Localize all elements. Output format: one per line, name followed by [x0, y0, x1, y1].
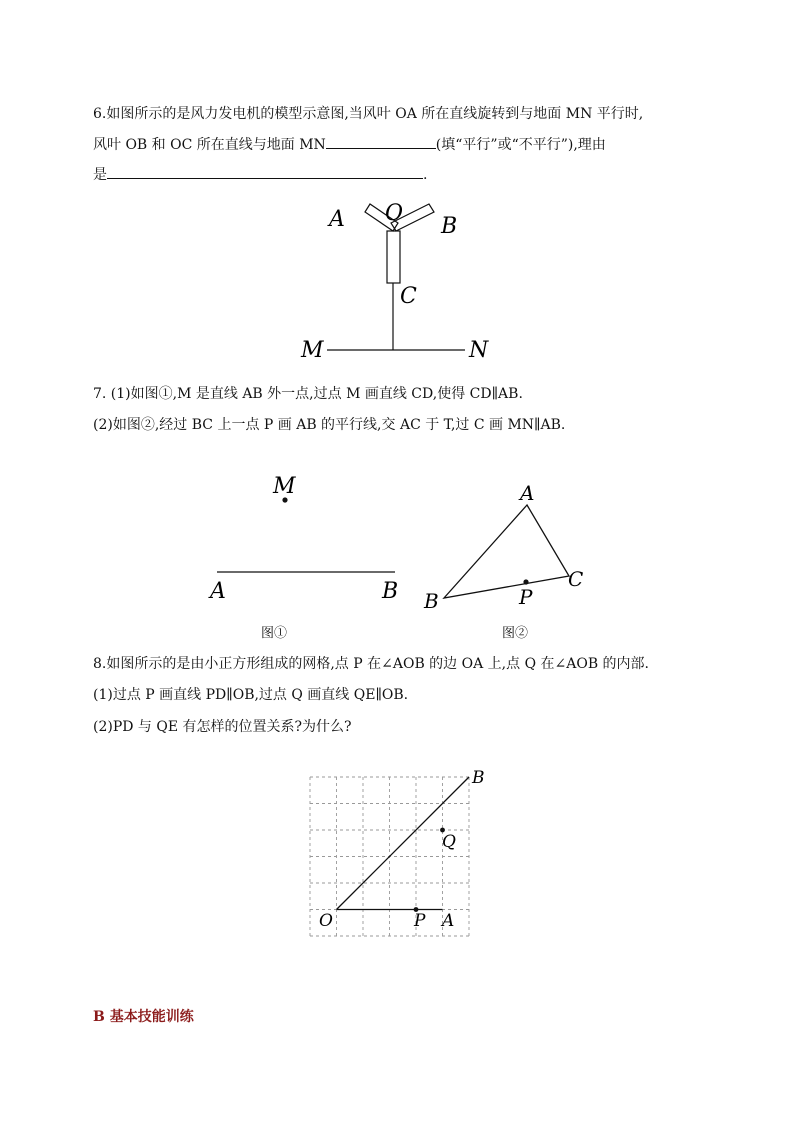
q6-answer-blank-2[interactable] [107, 164, 423, 179]
section-title: B 基本技能训练 [93, 1009, 194, 1025]
q8-line-1: 8.如图所示的是由小正方形组成的网格,点 P 在∠AOB 的边 OA 上,点 Q 在∠AOB 的内部. [93, 656, 650, 672]
grid-label-q: Q [442, 832, 456, 852]
fig1-label-m: M [273, 474, 296, 499]
figure-2-triangle [418, 478, 598, 618]
q6-line-2 [93, 134, 606, 154]
q6-line-3 [93, 164, 427, 184]
label-n: N [469, 338, 489, 363]
q6-line-2-text-before: 风叶 OB 和 OC 所在直线与地面 MN [93, 137, 326, 153]
grid-label-o: O [319, 911, 333, 931]
q8-line-3: (2)PD 与 QE 有怎样的位置关系?为什么? [93, 719, 352, 735]
wind-turbine-figure [295, 193, 505, 368]
q6-answer-blank-1[interactable] [326, 134, 436, 149]
fig1-label-b: B [382, 579, 399, 604]
q6-line-1: 6.如图所示的是风力发电机的模型示意图,当风叶 OA 所在直线旋转到与地面 MN 平行时, [93, 106, 644, 122]
caption-figure-2: 图② [502, 626, 529, 641]
q6-line-2-text-after: (填“平行”或“不平行”),理由 [435, 137, 606, 153]
fig2-label-p: P [519, 585, 533, 609]
figure-1 [200, 470, 410, 610]
q6-line-3-text-after: . [423, 167, 428, 183]
label-b: B [441, 214, 458, 239]
q7-line-2: (2)如图②,经过 BC 上一点 P 画 AB 的平行线,交 AC 于 T,过 C 画 MN∥AB. [93, 417, 566, 433]
grid-label-b: B [472, 768, 485, 788]
fig1-label-a: A [210, 579, 226, 604]
fig2-label-a: A [520, 481, 535, 505]
label-m: M [301, 338, 324, 363]
triangle-abc [444, 505, 569, 598]
grid-label-a: A [442, 911, 455, 931]
label-o: O [385, 201, 404, 226]
grid-figure [300, 765, 500, 945]
q7-line-1: 7. (1)如图①,M 是直线 AB 外一点,过点 M 画直线 CD,使得 CD∥AB. [93, 386, 523, 402]
caption-figure-1: 图① [261, 626, 288, 641]
grid-label-p: P [414, 911, 426, 931]
label-c: C [400, 284, 417, 309]
fig2-label-b: B [424, 589, 439, 613]
point-p [523, 579, 528, 584]
q6-line-3-text-before: 是 [93, 167, 107, 183]
fig2-label-c: C [568, 567, 584, 591]
label-a: A [329, 207, 345, 232]
blade-oc [387, 231, 400, 283]
q8-line-2: (1)过点 P 画直线 PD∥OB,过点 Q 画直线 QE∥OB. [93, 687, 409, 703]
